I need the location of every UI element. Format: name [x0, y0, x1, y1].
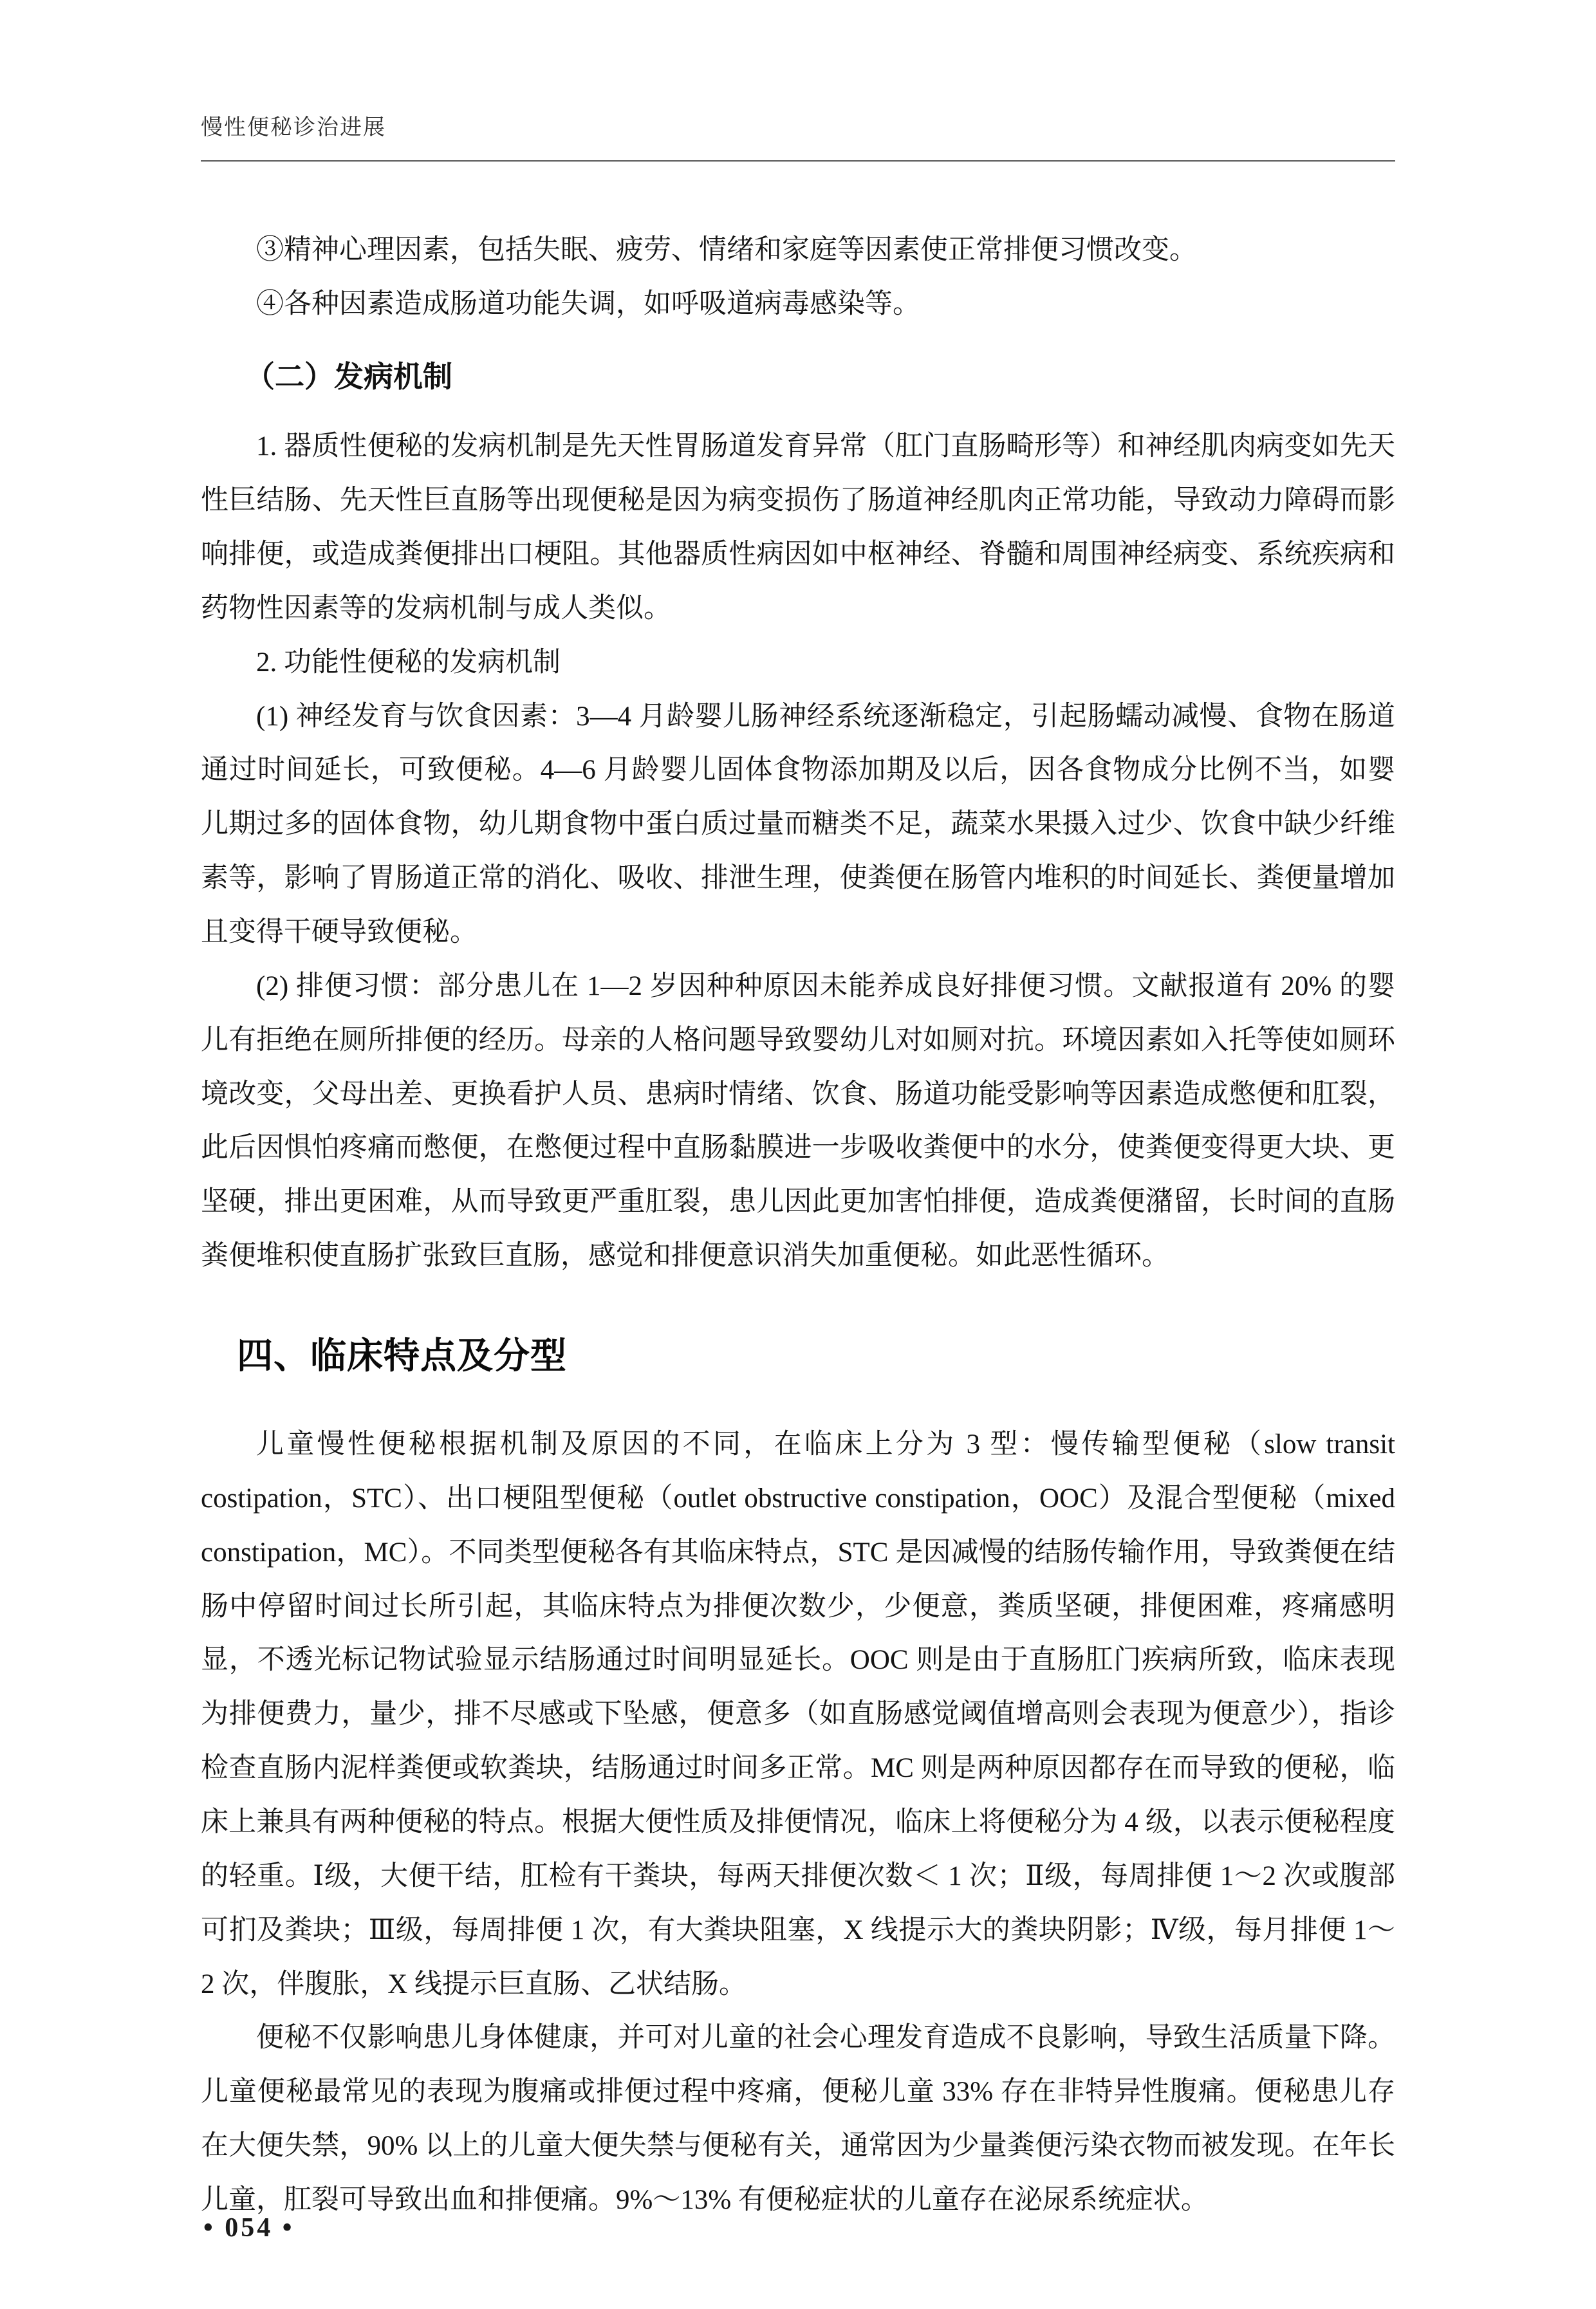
sub-heading-pathogenesis: （二）发病机制 — [245, 359, 452, 393]
running-head — [201, 109, 1395, 162]
running-head-title: 慢性便秘诊治进展 — [201, 115, 386, 140]
paragraph-clinical-types: 儿童慢性便秘根据机制及原因的不同，在临床上分为 3 型：慢传输型便秘（slow transit costipation，STC）、出口梗阻型便秘（outlet obstructive constipation，OOC）及混合型便秘（mixed constipation，MC）。不同类型便秘各有其临床特点，STC 是因减慢的结肠传输作用，导致粪便在结肠中停留时间过长所引起，其临床特点为排便次数少，少便意，粪质坚硬，排便困难，疼痛感明显，不透光标记物试验显示结肠通过时间明显延长。OOC 则是由于直肠肛门疾病所致，临床表现为排便费力，量少，排不尽感或下坠感，便意多（如直肠感觉阈值增高则会表现为便意少），指诊检查直肠内泥样粪便或软粪块，结肠通过时间多正常。MC 则是两种原因都存在而导致的便秘，临床上兼具有两种便秘的特点。根据大便性质及排便情况，临床上将便秘分为 4 级，以表示便秘程度的轻重。Ⅰ级，大便干结，肛检有干粪块，每两天排便次数＜ 1 次；Ⅱ级，每周排便 1～2 次或腹部可扪及粪块；Ⅲ级，每周排便 1 次，有大粪块阻塞，X 线提示大的粪块阴影；Ⅳ级，每月排便 1～2 次，伴腹胀，X 线提示巨直肠、乙状结肠。 — [201, 1429, 1395, 1999]
paragraph-factor-3: ③精神心理因素，包括失眠、疲劳、情绪和家庭等因素使正常排便习惯改变。 — [256, 235, 1197, 265]
page-body — [201, 223, 1395, 2227]
paragraph-organic-constipation: 1. 器质性便秘的发病机制是先天性胃肠道发育异常（肛门直肠畸形等）和神经肌肉病变如先天性巨结肠、先天性巨直肠等出现便秘是因为病变损伤了肠道神经肌肉正常功能，导致动力障碍而影响排便，或造成粪便排出口梗阻。其他器质性病因如中枢神经、脊髓和周围神经病变、系统疾病和药物性因素等的发病机制与成人类似。 — [201, 431, 1395, 624]
paragraph-functional-constipation-title: 2. 功能性便秘的发病机制 — [256, 647, 561, 678]
paragraph-impact-on-children: 便秘不仅影响患儿身体健康，并可对儿童的社会心理发育造成不良影响，导致生活质量下降。儿童便秘最常见的表现为腹痛或排便过程中疼痛，便秘儿童 33% 存在非特异性腹痛。便秘患儿存在大便失禁，90% 以上的儿童大便失禁与便秘有关，通常因为少量粪便污染衣物而被发现。在年长儿童，肛裂可导致出血和排便痛。9%～13% 有便秘症状的儿童存在泌尿系统症状。 — [201, 2023, 1395, 2215]
paragraph-factor-4: ④各种因素造成肠道功能失调，如呼吸道病毒感染等。 — [256, 288, 920, 319]
page-number: • 054 • — [203, 2213, 295, 2243]
paragraph-neural-development-diet: (1) 神经发育与饮食因素：3—4 月龄婴儿肠神经系统逐渐稳定，引起肠蠕动减慢、食物在肠道通过时间延长，可致便秘。4—6 月龄婴儿固体食物添加期及以后，因各食物成分比例不当，如婴儿期过多的固体食物，幼儿期食物中蛋白质过量而糖类不足，蔬菜水果摄入过少、饮食中缺少纤维素等，影响了胃肠道正常的消化、吸收、排泄生理，使粪便在肠管内堆积的时间延长、粪便量增加且变得干硬导致便秘。 — [201, 701, 1395, 947]
paragraph-bowel-habits: (2) 排便习惯：部分患儿在 1—2 岁因种种原因未能养成良好排便习惯。文献报道有 20% 的婴儿有拒绝在厕所排便的经历。母亲的人格问题导致婴幼儿对如厕对抗。环境因素如入托等使如厕环境改变，父母出差、更换看护人员、患病时情绪、饮食、肠道功能受影响等因素造成憋便和肛裂，此后因惧怕疼痛而憋便，在憋便过程中直肠黏膜进一步吸收粪便中的水分，使粪便变得更大块、更坚硬，排出更困难，从而导致更严重肛裂，患儿因此更加害怕排便，造成粪便潴留，长时间的直肠粪便堆积使直肠扩张致巨直肠，感觉和排便意识消失加重便秘。如此恶性循环。 — [201, 970, 1395, 1272]
section-heading-clinical-features: 四、临床特点及分型 — [237, 1335, 567, 1376]
